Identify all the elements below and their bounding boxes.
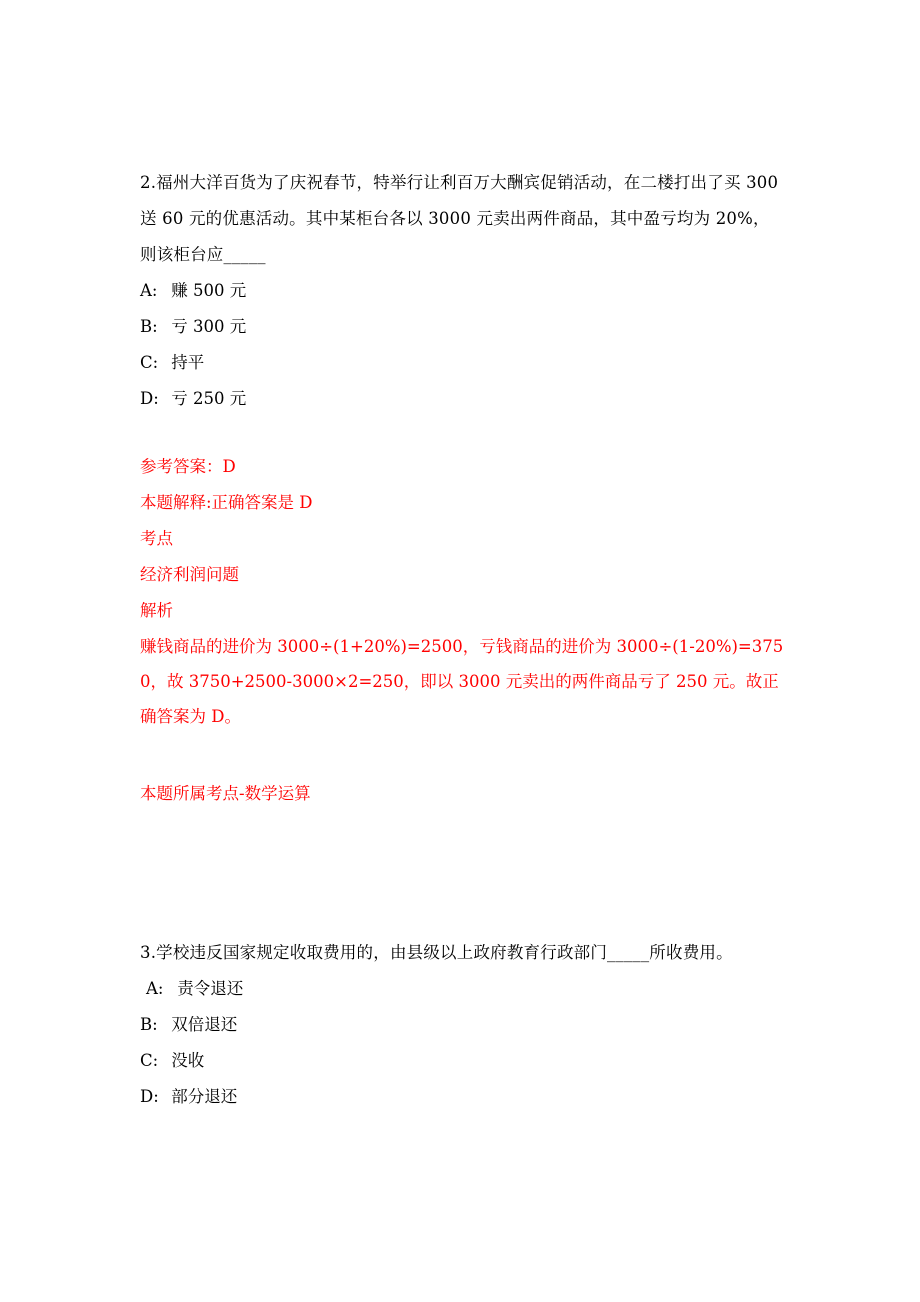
answer-2-block [140,449,785,734]
option-text: 没收 [171,1051,205,1070]
explanation-title: 本题解释:正确答案是 D [140,493,313,512]
option-label: B: [140,317,158,336]
option-label: B: [140,1015,158,1034]
jiexi-text: 赚钱商品的进价为 3000÷(1+20%)=2500，亏钱商品的进价为 3000÷(1-20%)=3750，故 3750+2500-3000×2=250，即以 3000 元卖出的两件商品亏了 250 元。故正确答案为 D。 [140,637,784,726]
option-text: 责令退还 [177,979,244,998]
question-2 [140,165,780,417]
kaodian-label: 考点 [140,529,173,548]
option-text: 持平 [171,353,205,372]
question-2-option-c [140,345,780,381]
option-text: 部分退还 [171,1087,238,1106]
option-text: 亏 300 元 [171,317,247,336]
option-text: 亏 250 元 [171,389,247,408]
question-2-stem: 2.福州大洋百货为了庆祝春节，特举行让利百万大酬宾促销活动，在二楼打出了买 300 送 60 元的优惠活动。其中某柜台各以 3000 元卖出两件商品，其中盈亏均为 20%，则该柜台应_____ [140,173,779,264]
option-label: A: [146,979,164,998]
question-3-option-b [140,1007,780,1043]
option-text: 双倍退还 [171,1015,238,1034]
question-3-option-d [140,1079,780,1115]
question-category: 本题所属考点-数学运算 [140,784,311,803]
option-label: D: [140,1087,159,1106]
jiexi-label: 解析 [140,601,173,620]
question-2-option-b [140,309,780,345]
question-2-option-d [140,381,780,417]
kaodian-value: 经济利润问题 [140,565,239,584]
question-3-stem: 3.学校违反国家规定收取费用的，由县级以上政府教育行政部门_____所收费用。 [140,943,733,962]
option-label: C: [140,1051,159,1070]
option-label: A: [140,281,158,300]
question-2-option-a [140,273,780,309]
reference-answer: 参考答案：D [140,457,236,476]
question-3 [140,935,780,1115]
option-label: D: [140,389,159,408]
option-label: C: [140,353,159,372]
question-3-option-a [140,971,780,1007]
option-text: 赚 500 元 [171,281,247,300]
question-3-option-c [140,1043,780,1079]
